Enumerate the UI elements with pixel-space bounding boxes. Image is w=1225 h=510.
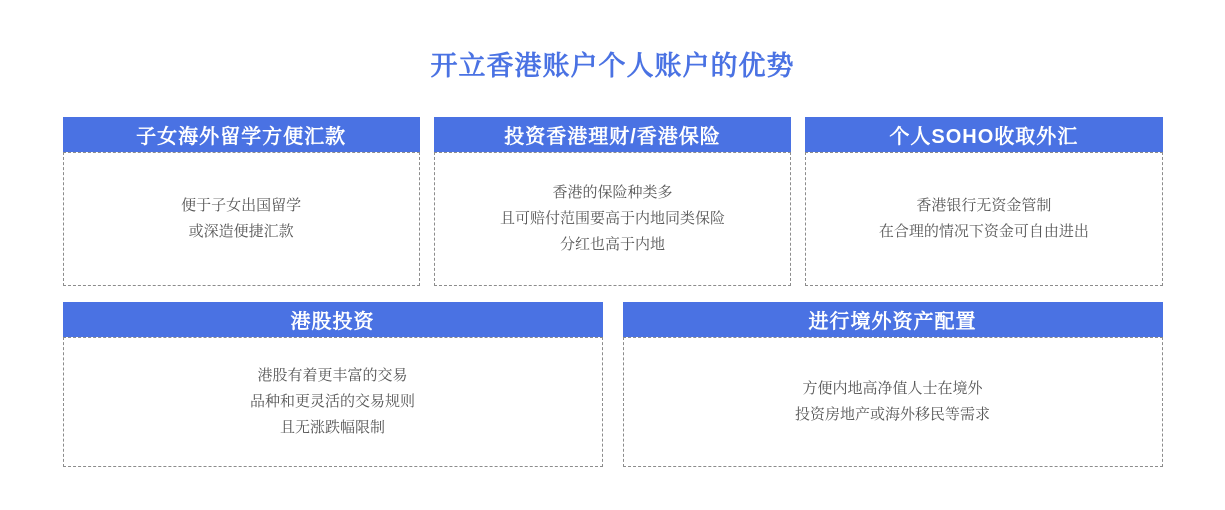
- cards-row-top: [63, 117, 1163, 286]
- page-title: 开立香港账户个人账户的优势: [430, 51, 795, 81]
- card-title: 子女海外留学方便汇款: [63, 117, 420, 152]
- card-description: [434, 152, 791, 286]
- card-soho-foreign-exchange: [805, 117, 1162, 286]
- card-hk-stock-investment: [63, 302, 603, 467]
- card-description-line: 方便内地高净值人士在境外: [802, 380, 983, 397]
- card-overseas-study-remittance: [63, 117, 420, 286]
- card-title: 进行境外资产配置: [623, 302, 1163, 337]
- card-title: 港股投资: [63, 302, 603, 337]
- card-description-line: 在合理的情况下资金可自由进出: [878, 223, 1089, 240]
- card-description: [805, 152, 1162, 286]
- cards-row-bottom: [63, 302, 1163, 467]
- card-description-line: 且无涨跌幅限制: [279, 419, 385, 436]
- card-description-line: 便于子女出国留学: [181, 197, 302, 214]
- card-description-line: 港股有着更丰富的交易: [257, 367, 408, 384]
- card-description-line: 香港银行无资金管制: [916, 197, 1052, 214]
- cards-container: [63, 117, 1163, 467]
- card-title: 投资香港理财/香港保险: [434, 117, 791, 152]
- card-hk-wealth-insurance: [434, 117, 791, 286]
- card-description-line: 香港的保险种类多: [552, 184, 673, 201]
- card-offshore-asset-allocation: [623, 302, 1163, 467]
- card-description: [63, 337, 603, 467]
- card-description-line: 且可赔付范围要高于内地同类保险: [499, 210, 725, 227]
- card-description: [623, 337, 1163, 467]
- card-description-line: 或深造便捷汇款: [188, 223, 294, 240]
- card-title: 个人SOHO收取外汇: [805, 117, 1162, 152]
- card-description: [63, 152, 420, 286]
- card-description-line: 投资房地产或海外移民等需求: [794, 406, 990, 423]
- card-description-line: 分红也高于内地: [559, 236, 665, 253]
- card-description-line: 品种和更灵活的交易规则: [249, 393, 415, 410]
